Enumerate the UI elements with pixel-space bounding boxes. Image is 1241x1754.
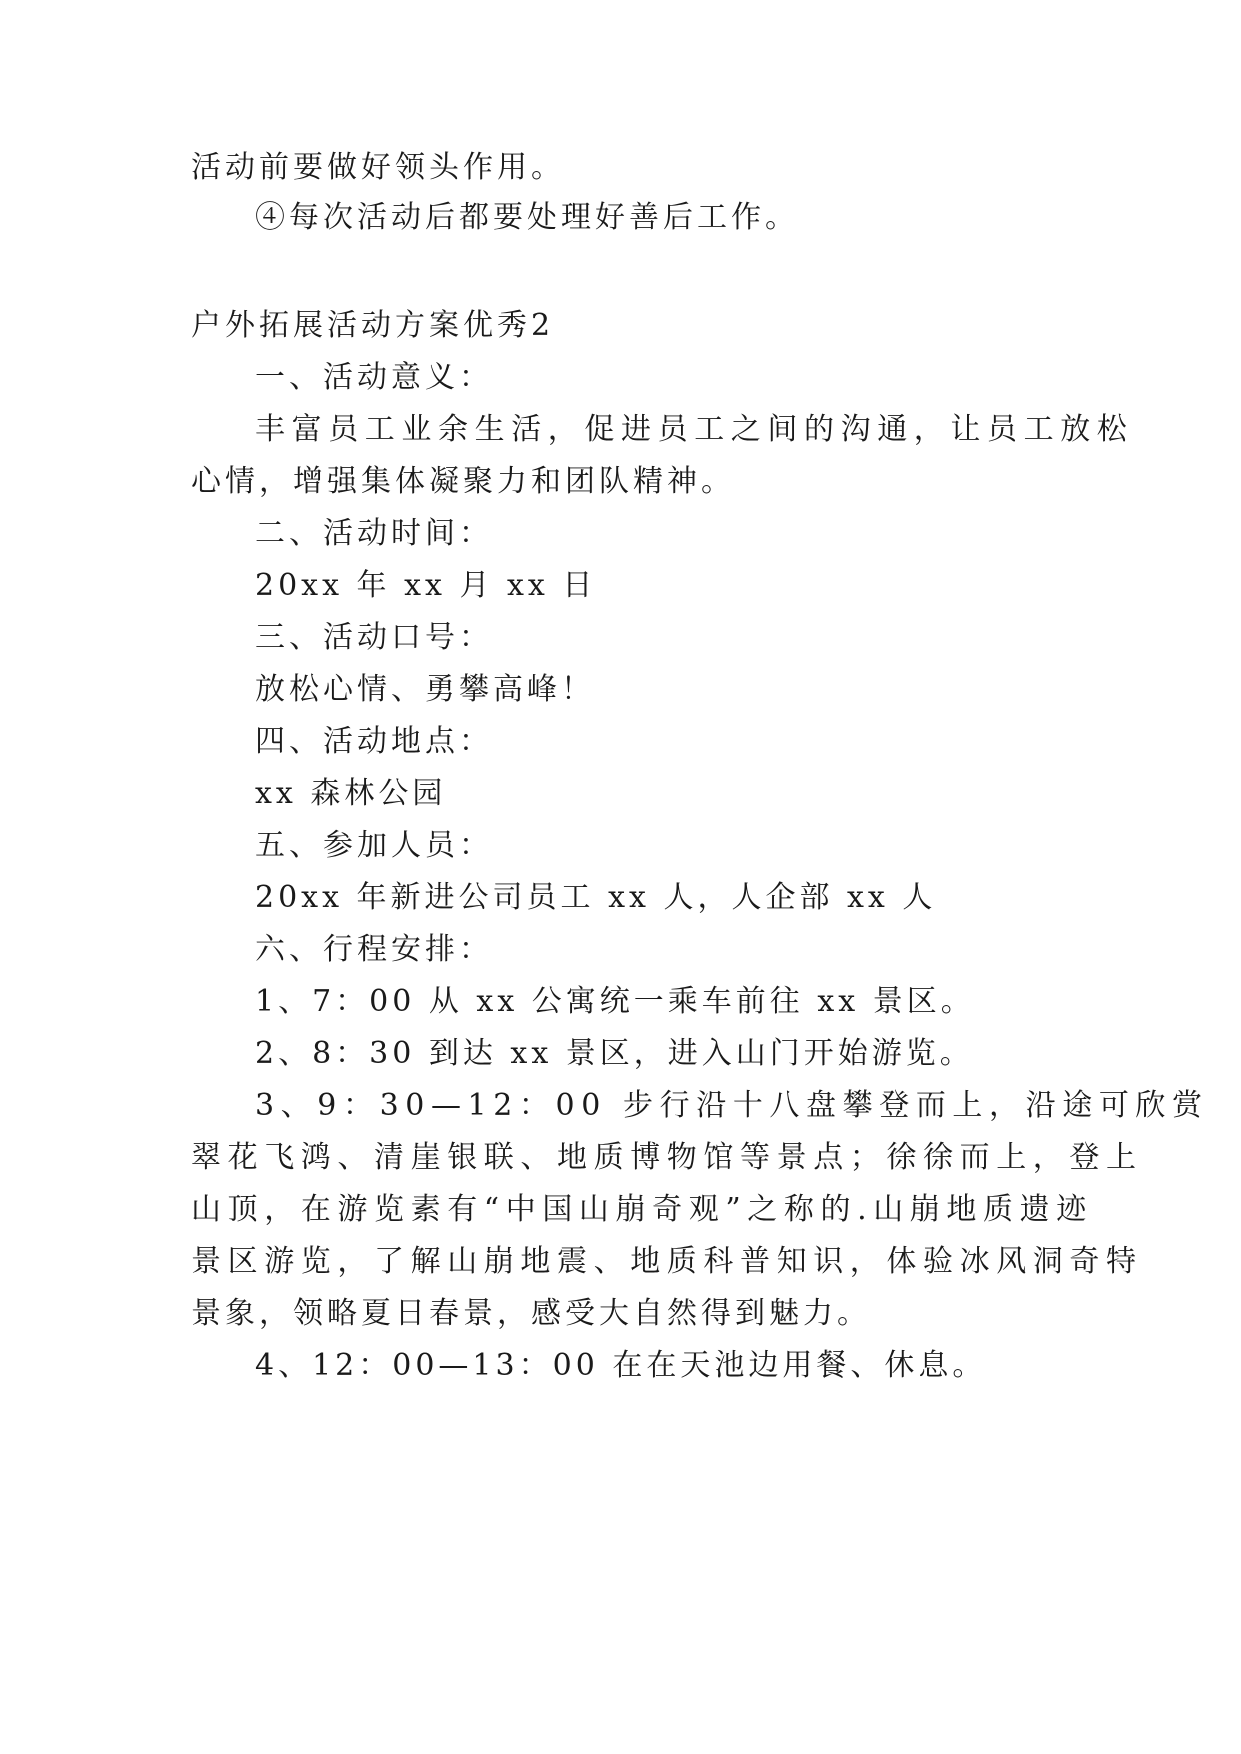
paragraph-line: 放松心情、勇攀高峰！: [255, 672, 595, 707]
section-heading: 四、活动地点：: [255, 724, 493, 759]
paragraph-line: 景区游览，了解山崩地震、地质科普知识，体验冰风洞奇特: [191, 1244, 1143, 1279]
list-item: 2、8：30 到达 xx 景区，进入山门开始游览。: [255, 1036, 974, 1071]
list-item: 3、9：30—12：00 步行沿十八盘攀登而上，沿途可欣赏: [255, 1088, 1209, 1123]
paragraph-line: ④每次活动后都要处理好善后工作。: [255, 200, 799, 235]
paragraph-line: xx 森林公园: [255, 776, 447, 811]
paragraph-line: 山顶，在游览素有“中国山崩奇观”之称的.山崩地质遗迹: [191, 1192, 1093, 1227]
paragraph-line: 丰富员工业余生活，促进员工之间的沟通，让员工放松: [255, 412, 1134, 447]
list-item: 1、7：00 从 xx 公寓统一乘车前往 xx 景区。: [255, 984, 975, 1019]
section-heading: 六、行程安排：: [255, 932, 493, 967]
paragraph-line: 20xx 年 xx 月 xx 日: [255, 568, 597, 603]
section-heading: 五、参加人员：: [255, 828, 493, 863]
paragraph-line: 心情，增强集体凝聚力和团队精神。: [191, 464, 735, 499]
section-title: 户外拓展活动方案优秀2: [191, 308, 555, 343]
section-heading: 三、活动口号：: [255, 620, 493, 655]
paragraph-line: 活动前要做好领头作用。: [191, 150, 565, 185]
paragraph-line: 景象，领略夏日春景，感受大自然得到魅力。: [191, 1296, 871, 1331]
section-heading: 二、活动时间：: [255, 516, 493, 551]
section-heading: 一、活动意义：: [255, 360, 493, 395]
paragraph-line: 20xx 年新进公司员工 xx 人，人企部 xx 人: [255, 880, 937, 915]
list-item: 4、12：00—13：00 在在天池边用餐、休息。: [255, 1348, 987, 1383]
paragraph-line: 翠花飞鸿、清崖银联、地质博物馆等景点；徐徐而上，登上: [191, 1140, 1143, 1175]
